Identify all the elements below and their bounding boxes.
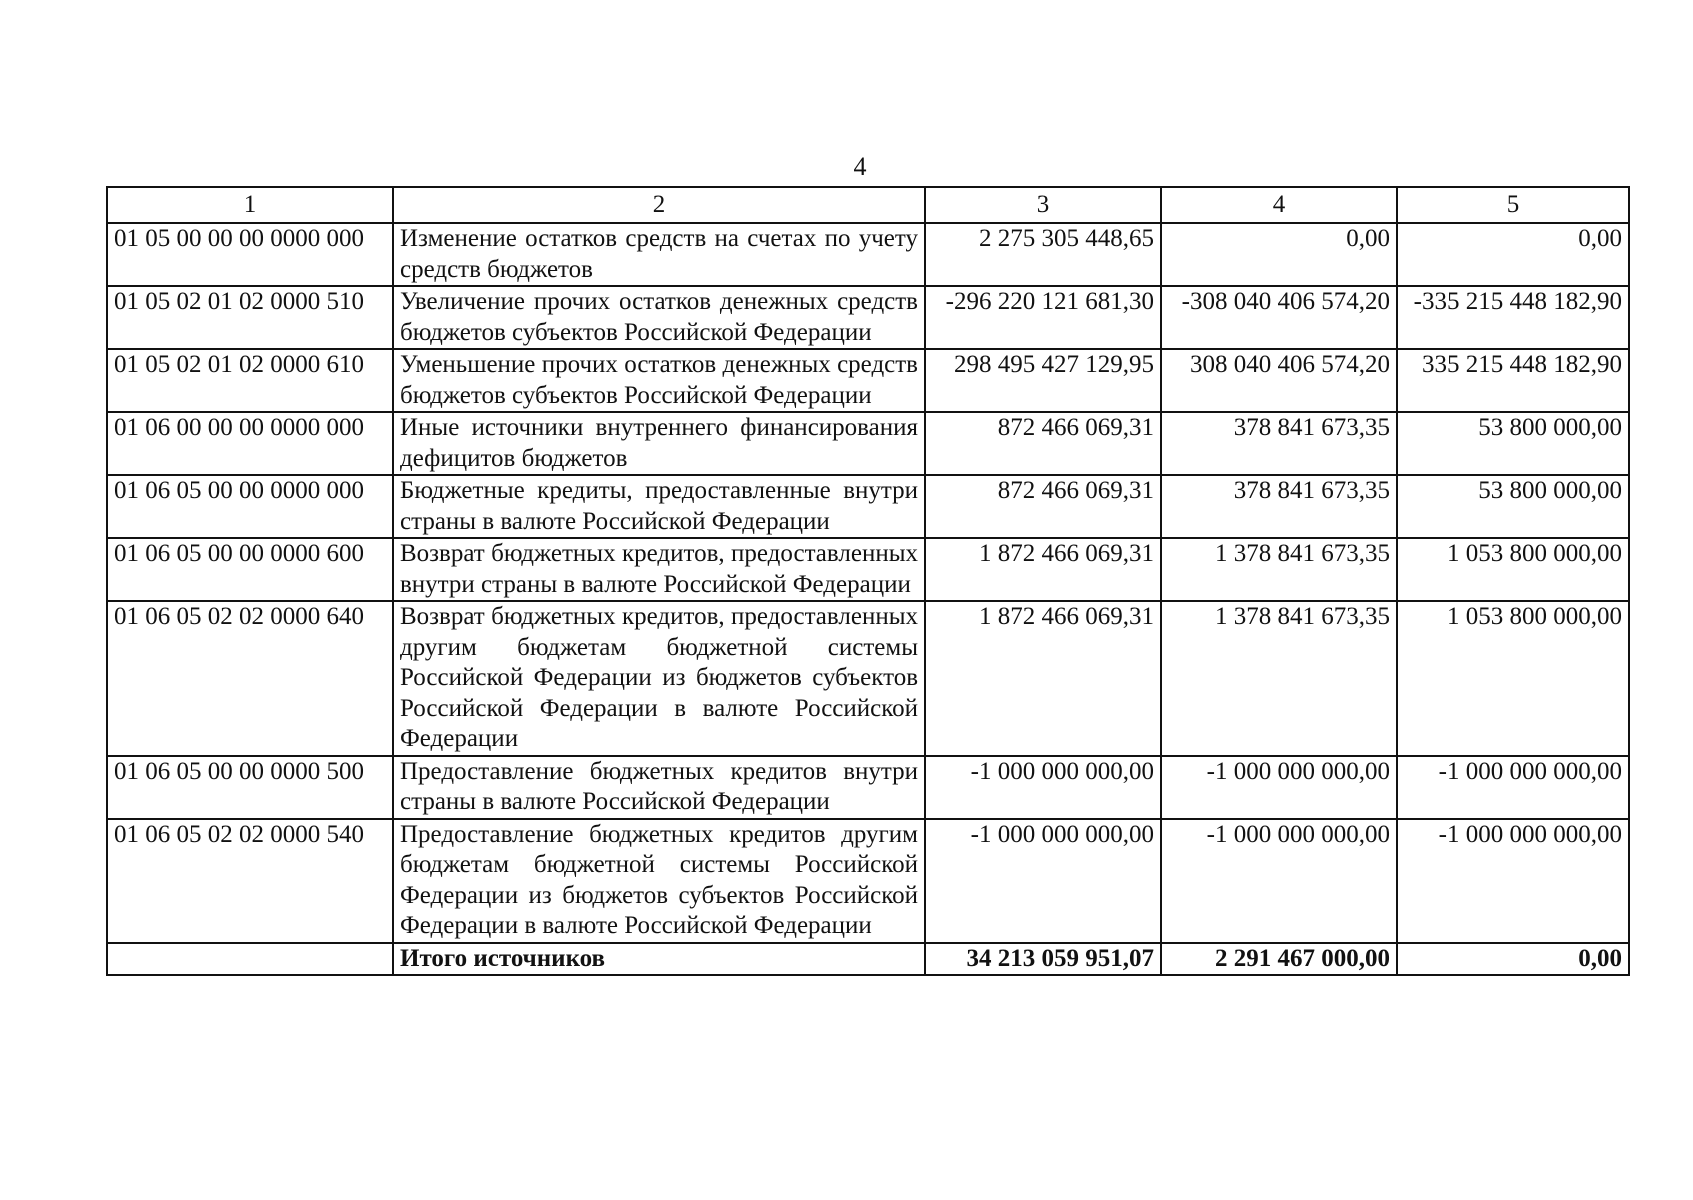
amount-col3-cell: -1 000 000 000,00 (925, 756, 1161, 819)
amount-col4-cell: 0,00 (1161, 223, 1397, 286)
amount-col3-cell: 872 466 069,31 (925, 475, 1161, 538)
source-name-cell: Изменение остатков средств на счетах по учету средств бюджетов (393, 223, 925, 286)
amount-col5-cell: -1 000 000 000,00 (1397, 756, 1629, 819)
table-row (107, 756, 1629, 819)
total-row (107, 943, 1629, 976)
budget-code-cell: 01 06 05 00 00 0000 000 (107, 475, 393, 538)
budget-code-cell: 01 06 05 00 00 0000 500 (107, 756, 393, 819)
table-row (107, 223, 1629, 286)
budget-code-cell: 01 05 02 01 02 0000 510 (107, 286, 393, 349)
amount-col3-cell: 872 466 069,31 (925, 412, 1161, 475)
amount-col5-cell: 335 215 448 182,90 (1397, 349, 1629, 412)
source-name-cell: Возврат бюджетных кредитов, предоставленных внутри страны в валюте Российской Федерации (393, 538, 925, 601)
table-row (107, 601, 1629, 756)
column-header-2: 2 (393, 187, 925, 223)
budget-code-cell: 01 06 05 02 02 0000 540 (107, 819, 393, 943)
source-name-cell: Увеличение прочих остатков денежных средств бюджетов субъектов Российской Федерации (393, 286, 925, 349)
amount-col5-cell: -335 215 448 182,90 (1397, 286, 1629, 349)
budget-code-cell: 01 05 02 01 02 0000 610 (107, 349, 393, 412)
table-row (107, 538, 1629, 601)
table-row (107, 475, 1629, 538)
budget-code-cell: 01 06 00 00 00 0000 000 (107, 412, 393, 475)
column-header-4: 4 (1161, 187, 1397, 223)
amount-col3-cell: -1 000 000 000,00 (925, 819, 1161, 943)
amount-col5-cell: 53 800 000,00 (1397, 475, 1629, 538)
table-row (107, 349, 1629, 412)
amount-col4-cell: -308 040 406 574,20 (1161, 286, 1397, 349)
amount-col4-cell: -1 000 000 000,00 (1161, 756, 1397, 819)
table-row (107, 286, 1629, 349)
table-row (107, 819, 1629, 943)
amount-col3-cell: 1 872 466 069,31 (925, 538, 1161, 601)
amount-col3-cell: 2 275 305 448,65 (925, 223, 1161, 286)
amount-col4-cell: 1 378 841 673,35 (1161, 538, 1397, 601)
column-header-5: 5 (1397, 187, 1629, 223)
total-code-cell (107, 943, 393, 976)
table-row (107, 412, 1629, 475)
total-col5: 0,00 (1397, 943, 1629, 976)
budget-code-cell: 01 06 05 00 00 0000 600 (107, 538, 393, 601)
source-name-cell: Предоставление бюджетных кредитов внутри страны в валюте Российской Федерации (393, 756, 925, 819)
table-header-row (107, 187, 1629, 223)
amount-col5-cell: 0,00 (1397, 223, 1629, 286)
amount-col5-cell: 1 053 800 000,00 (1397, 601, 1629, 756)
column-header-3: 3 (925, 187, 1161, 223)
amount-col3-cell: 298 495 427 129,95 (925, 349, 1161, 412)
source-name-cell: Предоставление бюджетных кредитов другим бюджетам бюджетной системы Российской Федерации из бюджетов субъектов Российской Федерации в валюте Российской Федерации (393, 819, 925, 943)
amount-col3-cell: 1 872 466 069,31 (925, 601, 1161, 756)
amount-col4-cell: 308 040 406 574,20 (1161, 349, 1397, 412)
total-label: Итого источников (393, 943, 925, 976)
budget-code-cell: 01 06 05 02 02 0000 640 (107, 601, 393, 756)
amount-col5-cell: 1 053 800 000,00 (1397, 538, 1629, 601)
amount-col3-cell: -296 220 121 681,30 (925, 286, 1161, 349)
amount-col4-cell: 378 841 673,35 (1161, 412, 1397, 475)
budget-code-cell: 01 05 00 00 00 0000 000 (107, 223, 393, 286)
source-name-cell: Бюджетные кредиты, предоставленные внутри страны в валюте Российской Федерации (393, 475, 925, 538)
page-number: 4 (853, 152, 867, 181)
source-name-cell: Иные источники внутреннего финансирования дефицитов бюджетов (393, 412, 925, 475)
source-name-cell: Возврат бюджетных кредитов, предоставленных другим бюджетам бюджетной системы Российской Федерации из бюджетов субъектов Российской Федерации в валюте Российской Федерации (393, 601, 925, 756)
amount-col4-cell: 1 378 841 673,35 (1161, 601, 1397, 756)
amount-col4-cell: -1 000 000 000,00 (1161, 819, 1397, 943)
total-col4: 2 291 467 000,00 (1161, 943, 1397, 976)
column-header-1: 1 (107, 187, 393, 223)
sources-table (106, 186, 1630, 976)
amount-col5-cell: 53 800 000,00 (1397, 412, 1629, 475)
total-col3: 34 213 059 951,07 (925, 943, 1161, 976)
amount-col4-cell: 378 841 673,35 (1161, 475, 1397, 538)
amount-col5-cell: -1 000 000 000,00 (1397, 819, 1629, 943)
source-name-cell: Уменьшение прочих остатков денежных средств бюджетов субъектов Российской Федерации (393, 349, 925, 412)
